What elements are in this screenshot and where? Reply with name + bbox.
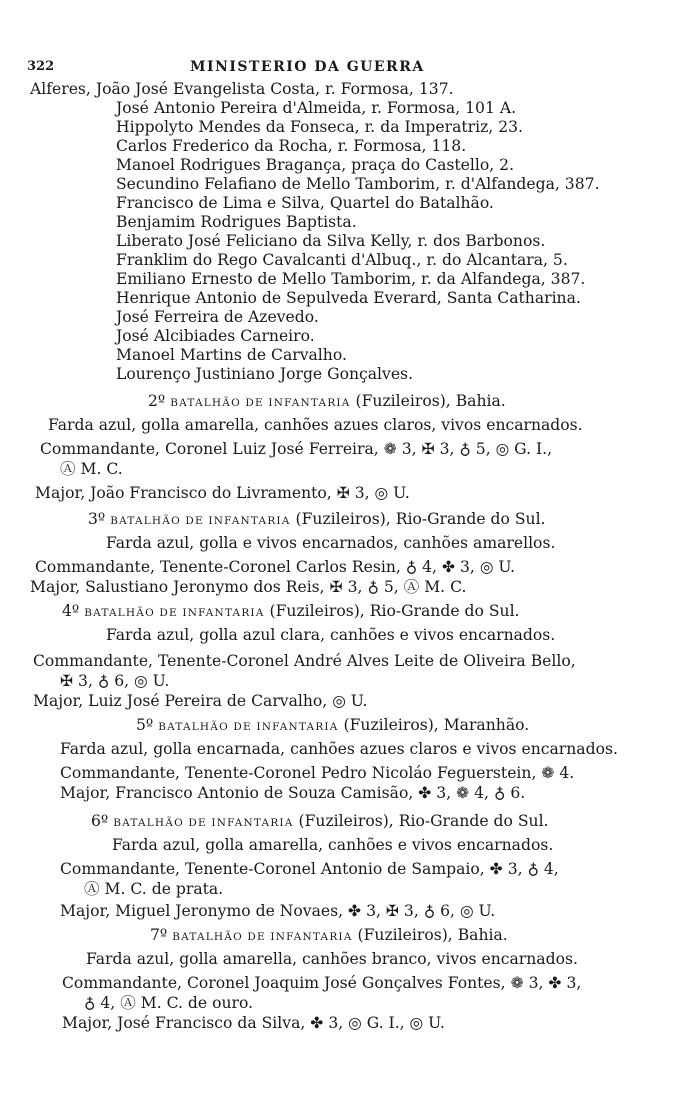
text-line: Farda azul, golla azul clara, canhões e vivos encarnados. bbox=[106, 626, 556, 644]
section-caps: BATALHÃO DE INFANTARIA bbox=[113, 817, 294, 829]
text-line: Commandante, Tenente-Coronel André Alves Leite de Oliveira Bello, bbox=[33, 652, 576, 670]
section-heading bbox=[150, 926, 508, 947]
text-line: Hippolyto Mendes da Fonseca, r. da Imperatriz, 23. bbox=[116, 118, 523, 136]
text-line: Farda azul, golla amarella, canhões azues claros, vivos encarnados. bbox=[48, 416, 583, 434]
text-line: Manoel Martins de Carvalho. bbox=[116, 346, 347, 364]
section-heading bbox=[88, 510, 546, 531]
text-line: Ⓐ M. C. de prata. bbox=[84, 880, 224, 898]
section-location: (Fuzileiros), Bahia. bbox=[352, 926, 508, 944]
section-number: 3º bbox=[88, 510, 111, 528]
text-line: Secundino Felafiano de Mello Tamborim, r. d'Alfandega, 387. bbox=[116, 175, 600, 193]
text-line: ♁ 4, Ⓐ M. C. de ouro. bbox=[84, 994, 254, 1012]
text-line: Farda azul, golla encarnada, canhões azues claros e vivos encarnados. bbox=[60, 740, 618, 758]
text-line: Commandante, Tenente-Coronel Pedro Nicoláo Feguerstein, ❁ 4. bbox=[60, 764, 575, 782]
text-line: Alferes, João José Evangelista Costa, r. Formosa, 137. bbox=[30, 80, 454, 98]
section-location: (Fuzileiros), Rio-Grande do Sul. bbox=[290, 510, 546, 528]
section-location: (Fuzileiros), Maranhão. bbox=[338, 716, 530, 734]
section-heading bbox=[148, 392, 506, 413]
section-number: 5º bbox=[136, 716, 159, 734]
text-line: José Antonio Pereira d'Almeida, r. Formosa, 101 A. bbox=[116, 99, 517, 117]
text-line: Benjamim Rodrigues Baptista. bbox=[116, 213, 357, 231]
running-title: MINISTERIO DA GUERRA bbox=[190, 59, 425, 75]
text-line: Major, José Francisco da Silva, ✤ 3, ◎ G. I., ◎ U. bbox=[62, 1014, 445, 1032]
text-line: Francisco de Lima e Silva, Quartel do Batalhão. bbox=[116, 194, 494, 212]
section-caps: BATALHÃO DE INFANTARIA bbox=[84, 607, 265, 619]
section-heading bbox=[136, 716, 529, 737]
section-number: 7º bbox=[150, 926, 173, 944]
text-line: Liberato José Feliciano da Silva Kelly, r. dos Barbonos. bbox=[116, 232, 546, 250]
section-heading bbox=[91, 812, 549, 833]
section-number: 4º bbox=[62, 602, 85, 620]
text-line: Major, João Francisco do Livramento, ✠ 3, ◎ U. bbox=[35, 484, 410, 502]
section-caps: BATALHÃO DE INFANTARIA bbox=[170, 397, 351, 409]
text-line: Commandante, Coronel Joaquim José Gonçalves Fontes, ❁ 3, ✤ 3, bbox=[62, 974, 582, 992]
text-line: Farda azul, golla amarella, canhões branco, vivos encarnados. bbox=[86, 950, 578, 968]
page-number: 322 bbox=[27, 59, 55, 74]
text-line: Commandante, Tenente-Coronel Carlos Resin, ♁ 4, ✤ 3, ◎ U. bbox=[35, 558, 516, 576]
text-line: Farda azul, golla e vivos encarnados, canhões amarellos. bbox=[106, 534, 556, 552]
text-line: Manoel Rodrigues Bragança, praça do Castello, 2. bbox=[116, 156, 515, 174]
text-line: Commandante, Tenente-Coronel Antonio de Sampaio, ✤ 3, ♁ 4, bbox=[60, 860, 559, 878]
text-line: José Ferreira de Azevedo. bbox=[116, 308, 319, 326]
section-caps: BATALHÃO DE INFANTARIA bbox=[110, 515, 291, 527]
text-line: Major, Miguel Jeronymo de Novaes, ✤ 3, ✠ 3, ♁ 6, ◎ U. bbox=[60, 902, 496, 920]
text-line: Major, Francisco Antonio de Souza Camisão, ✤ 3, ❁ 4, ♁ 6. bbox=[60, 784, 526, 802]
text-line: José Alcibiades Carneiro. bbox=[116, 327, 315, 345]
text-line: Henrique Antonio de Sepulveda Everard, Santa Catharina. bbox=[116, 289, 581, 307]
text-line: Carlos Frederico da Rocha, r. Formosa, 118. bbox=[116, 137, 467, 155]
section-number: 6º bbox=[91, 812, 114, 830]
section-number: 2º bbox=[148, 392, 171, 410]
section-caps: BATALHÃO DE INFANTARIA bbox=[158, 721, 339, 733]
text-line: Ⓐ M. C. bbox=[60, 460, 123, 478]
text-line: Major, Salustiano Jeronymo dos Reis, ✠ 3, ♁ 5, Ⓐ M. C. bbox=[30, 578, 467, 596]
text-line: Major, Luiz José Pereira de Carvalho, ◎ U. bbox=[33, 692, 368, 710]
section-location: (Fuzileiros), Bahia. bbox=[350, 392, 506, 410]
text-line: Emiliano Ernesto de Mello Tamborim, r. da Alfandega, 387. bbox=[116, 270, 586, 288]
section-heading bbox=[62, 602, 520, 623]
text-line: Farda azul, golla amarella, canhões e vivos encarnados. bbox=[112, 836, 554, 854]
text-line: ✠ 3, ♁ 6, ◎ U. bbox=[60, 672, 170, 690]
section-location: (Fuzileiros), Rio-Grande do Sul. bbox=[264, 602, 520, 620]
section-caps: BATALHÃO DE INFANTARIA bbox=[172, 931, 353, 943]
section-location: (Fuzileiros), Rio-Grande do Sul. bbox=[293, 812, 549, 830]
text-line: Franklim do Rego Cavalcanti d'Albuq., r. do Alcantara, 5. bbox=[116, 251, 568, 269]
text-line: Lourenço Justiniano Jorge Gonçalves. bbox=[116, 365, 414, 383]
text-line: Commandante, Coronel Luiz José Ferreira, ❁ 3, ✠ 3, ♁ 5, ◎ G. I., bbox=[40, 440, 553, 458]
